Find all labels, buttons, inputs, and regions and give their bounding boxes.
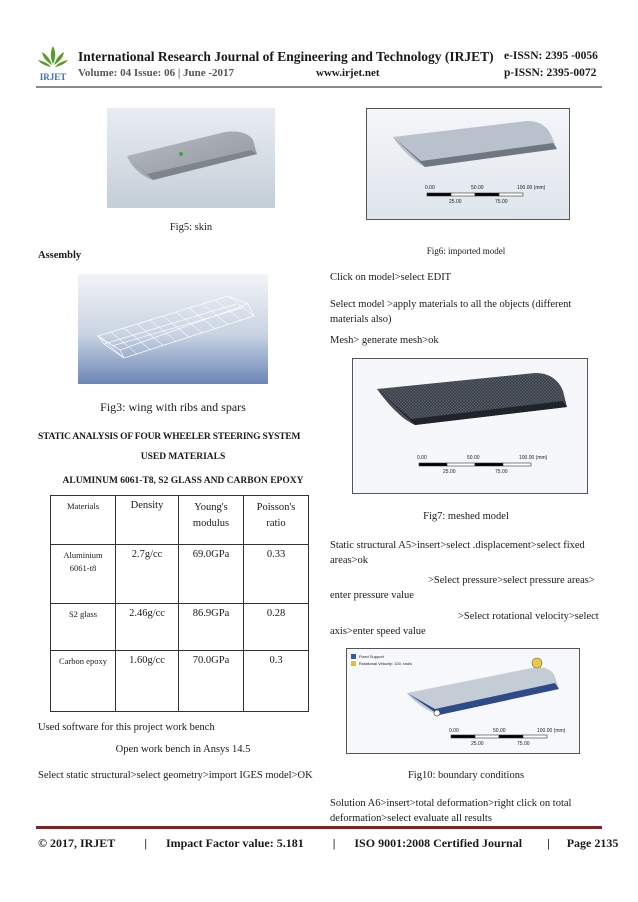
logo-text: IRJET	[39, 72, 67, 82]
fig10-caption: Fig10: boundary conditions	[407, 770, 525, 781]
table-header-cell: Poisson's ratio	[244, 496, 309, 545]
assembly-heading: Assembly	[38, 250, 82, 261]
p-issn: p-ISSN: 2395-0072	[504, 67, 597, 79]
e-issn: e-ISSN: 2395 -0056	[504, 50, 598, 62]
used-materials-heading: USED MATERIALS	[140, 452, 226, 462]
fig5-skin-image	[107, 108, 275, 208]
footer-page-number: Page 2135	[566, 836, 619, 850]
table-cell: Aluminium 6061-t8	[51, 545, 116, 604]
scale-label: 25.00	[471, 741, 484, 747]
section-heading: STATIC ANALYSIS OF FOUR WHEELER STEERING SYSTEM	[38, 432, 301, 442]
footer-divider	[36, 826, 602, 829]
fig3-wing-ribs-image	[78, 274, 268, 384]
table-cell: Carbon epoxy	[51, 651, 116, 712]
scale-label: 50.00	[493, 728, 506, 734]
used-software-text: Used software for this project work bench	[38, 722, 215, 733]
fig3-caption: Fig3: wing with ribs and spars	[100, 400, 246, 414]
scale-label: 0.00	[425, 185, 435, 191]
scale-label: 25.00	[449, 199, 462, 205]
table-cell: 2.46g/cc	[116, 604, 179, 651]
scale-label: 100.00 (mm)	[537, 728, 566, 734]
table-cell: 0.33	[244, 545, 309, 604]
materials-line: ALUMINUM 6061-T8, S2 GLASS AND CARBON EPOXY	[62, 476, 304, 486]
table-cell: 70.0GPa	[179, 651, 244, 712]
irjet-logo	[36, 44, 70, 84]
journal-title: International Research Journal of Engineering and Technology (IRJET)	[78, 49, 494, 64]
legend-rotational-velocity: Rotational Velocity: 100. rad/s	[359, 661, 412, 666]
select-model-text: Select model >apply materials to all the objects (different materials also)	[330, 299, 572, 325]
table-row	[51, 604, 309, 651]
scale-label: 50.00	[471, 185, 484, 191]
table-row	[51, 545, 309, 604]
journal-website: www.irjet.net	[316, 67, 380, 79]
table-cell: 0.28	[244, 604, 309, 651]
select-rotational-text: >Select rotational velocity>select axis>enter speed value	[330, 611, 599, 637]
table-cell: 86.9GPa	[179, 604, 244, 651]
table-cell: 69.0GPa	[179, 545, 244, 604]
table-cell: S2 glass	[51, 604, 116, 651]
fig6-caption: Fig6: imported model	[426, 246, 506, 256]
table-header-cell: Density	[116, 496, 179, 545]
fig6-imported-model-image	[366, 108, 570, 220]
click-model-text: Click on model>select EDIT	[330, 272, 452, 283]
volume-issue: Volume: 04 Issue: 06 | June -2017	[78, 67, 235, 79]
fig10-boundary-conditions-image	[346, 648, 580, 754]
table-header-cell: Materials	[51, 496, 116, 545]
scale-label: 0.00	[449, 728, 459, 734]
footer-copyright: © 2017, IRJET	[38, 836, 116, 850]
materials-table	[50, 495, 309, 712]
select-pressure-text: >Select pressure>select pressure areas> enter pressure value	[330, 575, 595, 601]
mesh-text: Mesh> generate mesh>ok	[330, 335, 439, 346]
fig7-meshed-model-image	[352, 358, 588, 494]
scale-label: 75.00	[517, 741, 530, 747]
fig5-caption: Fig5: skin	[169, 222, 213, 233]
scale-label: 25.00	[443, 469, 456, 475]
table-header-cell: Young's modulus	[179, 496, 244, 545]
fig7-caption: Fig7: meshed model	[423, 511, 509, 522]
header-divider	[36, 86, 602, 88]
footer-impact-factor: Impact Factor value: 5.181	[165, 836, 304, 850]
open-workbench-text: Open work bench in Ansys 14.5	[115, 744, 251, 755]
scale-label: 75.00	[495, 199, 508, 205]
table-header-row	[51, 496, 309, 545]
static-a5-text: Static structural A5>insert>select .displacement>select fixed areas>ok	[330, 540, 585, 566]
footer	[38, 836, 618, 851]
scale-label: 100.00 (mm)	[519, 455, 548, 461]
scale-label: 50.00	[467, 455, 480, 461]
table-cell: 2.7g/cc	[116, 545, 179, 604]
select-static-text: Select static structural>select geometry>import IGES model>OK	[38, 770, 313, 781]
solution-text: Solution A6>insert>total deformation>right click on total deformation>select evaluate all results	[330, 798, 572, 824]
footer-separator: |	[332, 836, 336, 850]
legend-fixed-support: Fixed Support	[359, 654, 384, 659]
scale-label: 100.00 (mm)	[517, 185, 546, 191]
footer-separator: |	[144, 836, 147, 850]
scale-label: 0.00	[417, 455, 427, 461]
table-row	[51, 651, 309, 712]
table-cell: 1.60g/cc	[116, 651, 179, 712]
scale-label: 75.00	[495, 469, 508, 475]
footer-iso: ISO 9001:2008 Certified Journal	[354, 836, 523, 850]
table-cell: 0.3	[244, 651, 309, 712]
footer-separator: |	[547, 836, 550, 850]
